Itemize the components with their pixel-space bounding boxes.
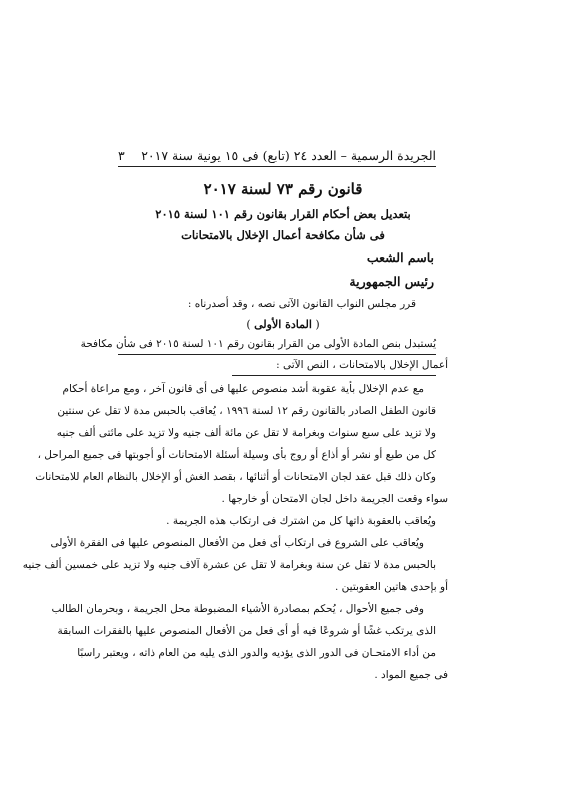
- body-line: كل من طبع أو نشر أو أذاع أو روج بأى وسيلة أسئلة الامتحانات أو أجوبتها فى جميع المراحل ،: [37, 449, 436, 461]
- header-text: الجريدة الرسمية – العدد ٢٤ (تابع) فى ١٥ يونية سنة ٢٠١٧: [141, 147, 436, 163]
- body-line: ويُعاقب بالعقوبة ذاتها كل من اشترك فى ارتكاب هذه الجريمة .: [166, 515, 436, 527]
- article-label: المادة الأولى: [254, 318, 312, 331]
- heading-president: رئيس الجمهورية: [349, 274, 434, 289]
- underline-rule: [118, 354, 436, 355]
- body-line: يُستبدل بنص المادة الأولى من القرار بقانون رقم ١٠١ لسنة ٢٠١٥ فى شأن مكافحة: [80, 338, 436, 350]
- law-subtitle-2: فى شأن مكافحة أعمال الإخلال بالامتحانات: [181, 228, 385, 242]
- page-number: ٣: [118, 147, 125, 163]
- article-close-paren: ): [246, 318, 251, 331]
- body-line: ويُعاقب على الشروع فى ارتكاب أى فعل من الأفعال المنصوص عليها فى الفقرة الأولى: [50, 537, 424, 549]
- header-rule: [118, 166, 436, 167]
- body-line: من أداء الامتحـان فى الدور الذى يؤديه والدور الذى يليه من العام ذاته ، ويعتبر راسبًا: [77, 647, 436, 659]
- article-open-paren: (: [315, 318, 320, 331]
- article-heading: [0, 318, 566, 331]
- heading-in-name-of-people: باسم الشعب: [366, 250, 434, 265]
- body-line: سواء وقعت الجريمة داخل لجان الامتحان أو خارجها .: [221, 493, 448, 505]
- body-line: مع عدم الإخلال بأية عقوبة أشد منصوص عليها فى أى قانون آخر ، ومع مراعاة أحكام: [62, 383, 424, 395]
- underline-rule: [232, 375, 436, 376]
- body-line: الذى يرتكب غشًا أو شروعًا فيه أو أى فعل من الأفعال المنصوص عليها بالفقرات السابقة: [57, 625, 436, 637]
- body-line: فى جميع المواد .: [374, 669, 448, 681]
- body-line: بالحبس مدة لا تقل عن سنة وبغرامة لا تقل عن عشرة آلاف جنيه ولا تزيد على خمسين ألف جنيه: [22, 559, 436, 571]
- law-subtitle-1: بتعديل بعض أحكام القرار بقانون رقم ١٠١ لسنة ٢٠١٥: [155, 207, 411, 221]
- body-line: أعمال الإخلال بالامتحانات ، النص الآتى :: [276, 359, 448, 371]
- intro-line: قرر مجلس النواب القانون الآتى نصه ، وقد أصدرناه :: [187, 298, 416, 310]
- body-line: أو بإحدى هاتين العقوبتين .: [334, 581, 448, 593]
- body-line: ولا تزيد على سبع سنوات وبغرامة لا تقل عن مائة ألف جنيه ولا تزيد على مائتى ألف جنيه: [56, 427, 436, 439]
- law-title: قانون رقم ٧٣ لسنة ٢٠١٧: [203, 180, 363, 198]
- running-header: [118, 145, 436, 165]
- body-line: وفى جميع الأحوال ، يُحكم بمصادرة الأشياء المضبوطة محل الجريمة ، وبحرمان الطالب: [51, 603, 424, 615]
- body-line: وكان ذلك قبل عقد لجان الامتحانات أو أثنائها ، بقصد الغش أو الإخلال بالنظام العام للامتحانات: [35, 471, 436, 483]
- body-line: قانون الطفل الصادر بالقانون رقم ١٢ لسنة ١٩٩٦ ، يُعاقب بالحبس مدة لا تقل عن سنتين: [57, 405, 436, 417]
